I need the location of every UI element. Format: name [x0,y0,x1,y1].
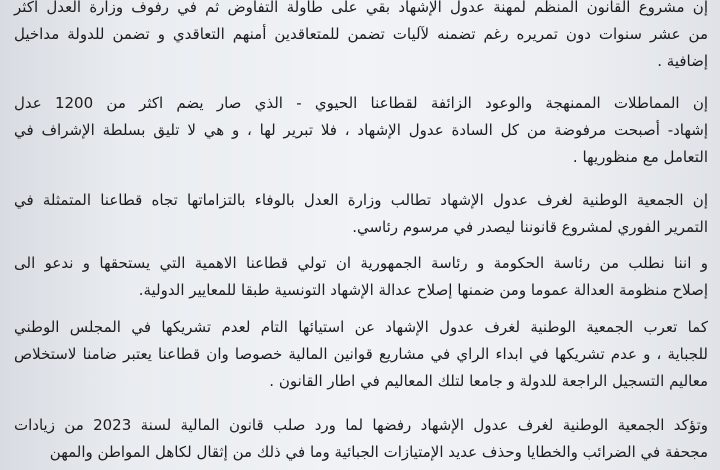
paragraph-finance-law [14,412,708,466]
paragraph-ministry-demand [14,187,708,241]
paragraph-delays [14,90,708,171]
paragraph-line: للجباية ، و عدم تشريكها في ابداء الراي في مشاريع قوانين المالية خصوصا وان قطاعنا يعتبر ضامنا لاستخلاص [14,345,708,363]
paragraph-draft-law [14,0,708,75]
paragraph-line: إن مشروع القانون المنظم لمهنة عدول الإشهاد بقي على طاولة التفاوض ثم في رفوف وزارة العدل اكثر [14,0,708,16]
paragraph-line: من عشر سنوات دون تمريره رغم تضمنه لآليات تضمن للمتعاقدين أمنهم التعاقدي و تضمن للدولة مداخيل [14,25,708,43]
document-body [14,0,708,470]
paragraph-line: مجحفة في الضرائب والخطايا وحذف عديد الإمتيازات الجبائية وما في ذلك من إثقال لكاهل المواطن والمهن [49,443,708,461]
paragraph-line: إصلاح منظومة العدالة عموما ومن ضمنها إصلاح عدالة الإشهاد التونسية طبقا للمعايير الدولية. [138,281,708,299]
paragraph-line: و اننا نطلب من رئاسة الحكومة و رئاسة الجمهورية ان تولي قطاعنا الاهمية التي يستحقها و ندعو الى [14,254,708,272]
paragraph-line: إضافية . [657,52,708,70]
paragraph-government-request [14,250,708,304]
paragraph-line: كما تعرب الجمعية الوطنية لغرف عدول الإشهاد عن استيائها التام لعدم تشريكها في المجلس الوطني [14,318,708,336]
paragraph-line: إن المماطلات الممنهجة والوعود الزائفة لقطاعنا الحيوي - الذي صار يضم اكثر من 1200 عدل [14,94,708,112]
paragraph-line: معاليم التسجيل الراجعة للدولة و جامعا لتلك المعاليم في اطار القانون . [269,372,708,390]
paragraph-line: إشهاد- أصبحت مرفوضة من كل السادة عدول الإشهاد ، فلا تبرير لها ، و هي لا تليق بسلطة الإشراف في [14,121,708,139]
paragraph-tax-council [14,314,708,395]
paragraph-line: التمرير الفوري لمشروع قانوننا ليصدر في مرسوم رئاسي. [352,218,708,236]
paragraph-line: وتؤكد الجمعية الوطنية لغرف عدول الإشهاد رفضها لما ورد صلب قانون المالية لسنة 2023 من زيادات [14,416,708,434]
paragraph-line: إن الجمعية الوطنية لغرف عدول الإشهاد تطالب وزارة العدل بالوفاء بالتزاماتها تجاه قطاعنا المتمثلة في [14,191,708,209]
paragraph-line: التعامل مع منظوريها . [572,148,708,166]
